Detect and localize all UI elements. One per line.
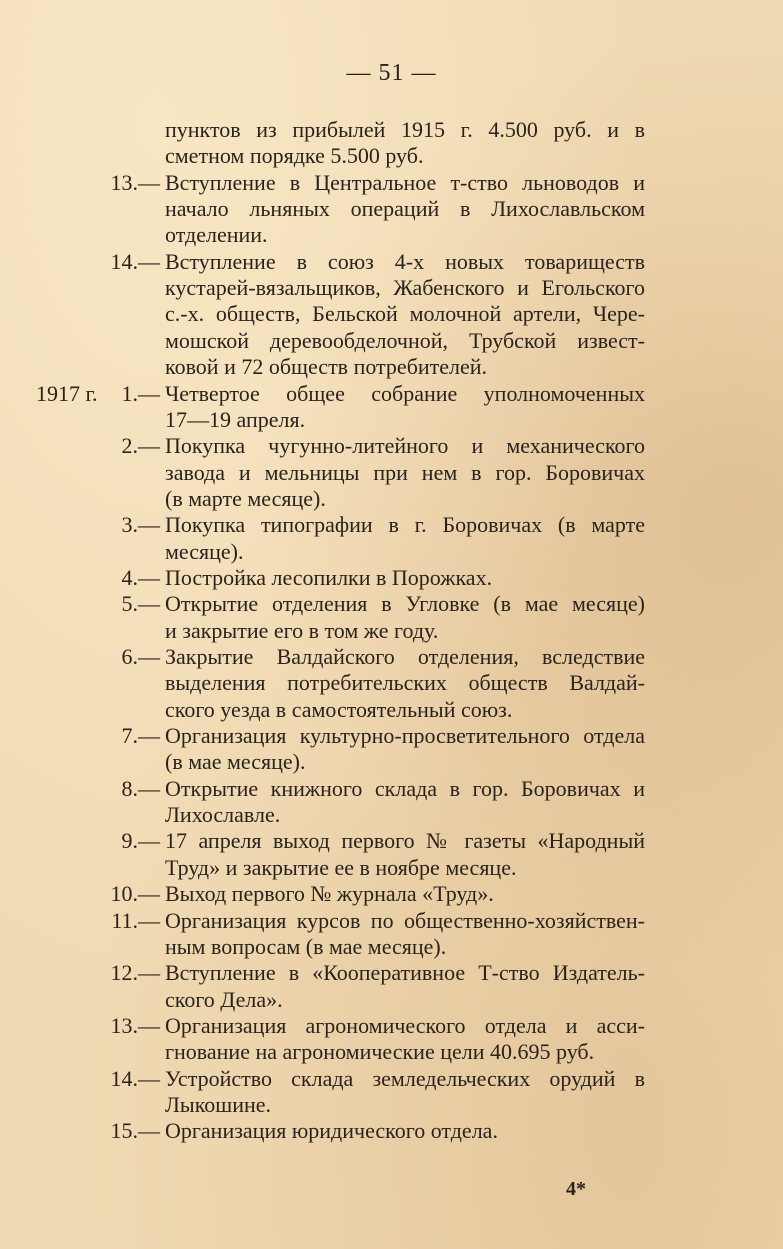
entry-text-line: Вступление в Центральное т-ство льноводов и	[165, 169, 645, 195]
entry-text-line: (в марте месяце).	[165, 485, 326, 511]
entry-text-line: месяце).	[165, 538, 244, 564]
page-number: — 51 —	[346, 60, 437, 86]
entry-text-line: Труд» и закрытие ее в ноябре месяце.	[165, 854, 517, 880]
entry-text-line: Лихославле.	[165, 802, 281, 828]
entry-text-line: Вступление в союз 4-х новых товариществ	[165, 248, 645, 274]
entry-number: 13.—	[110, 1012, 160, 1038]
entry-text-line: мошской деревообделочной, Трубской извест-	[165, 327, 645, 353]
entry-text-line: гнование на агрономические цели 40.695 руб.	[165, 1039, 595, 1065]
entry-text-line: Четвертое общее собрание уполномоченных	[165, 380, 645, 406]
entry-text-line: (в мае месяце).	[165, 749, 306, 775]
entry-number: 12.—	[110, 960, 160, 986]
entry-number: 14.—	[110, 1065, 160, 1091]
entry-number: 8.—	[121, 775, 160, 801]
entry-number: 10.—	[110, 881, 160, 907]
entry-text-line: сметном порядке 5.500 руб.	[165, 143, 424, 169]
entry-number: 1.—	[121, 380, 160, 406]
entry-text-line: Организация юридического отдела.	[165, 1118, 498, 1144]
entry-text-line: ского уезда в самостоятельный союз.	[165, 696, 513, 722]
entry-text-line: завода и мельницы при нем в гор. Боровичах	[165, 459, 645, 485]
entry-number: 5.—	[121, 591, 160, 617]
entry-text-line: ского Дела».	[165, 986, 283, 1012]
signature-mark: 4*	[566, 1178, 586, 1200]
entry-text-line: начало льняных операций в Лихославльском	[165, 196, 645, 222]
entry-text-line: Открытие книжного склада в гор. Боровичах и	[165, 775, 645, 801]
entry-text-line: ным вопросам (в мае месяце).	[165, 933, 447, 959]
entry-text-line: выделения потребительских обществ Валдай-	[165, 670, 645, 696]
entry-text-line: Организация агрономического отдела и асси-	[165, 1012, 645, 1038]
entry-number: 13.—	[110, 169, 160, 195]
entry-text-line: Организация культурно-просветительного отдела	[165, 723, 645, 749]
entry-text-line: Лыкошине.	[165, 1091, 272, 1117]
entry-text-line: Постройка лесопилки в Порожках.	[165, 564, 493, 590]
entry-number: 3.—	[121, 512, 160, 538]
entry-text-line: Покупка чугунно-литейного и механического	[165, 433, 645, 459]
entry-number: 4.—	[121, 564, 160, 590]
entry-number: 7.—	[121, 723, 160, 749]
entry-text-line: ковой и 72 обществ потребителей.	[165, 354, 488, 380]
entry-text-line: и закрытие его в том же году.	[165, 617, 439, 643]
entry-text-line: пунктов из прибылей 1915 г. 4.500 руб. и в	[165, 117, 645, 142]
entry-text-line: Открытие отделения в Угловке (в мае месяце)	[165, 591, 645, 617]
entry-number: 9.—	[121, 828, 160, 854]
entry-number: 2.—	[121, 433, 160, 459]
entry-text-line: 17 апреля выход первого № газеты «Народный	[165, 828, 645, 854]
entry-number: 11.—	[111, 907, 160, 933]
entry-text-line: 17—19 апреля.	[165, 406, 306, 432]
entry-text-line: отделении.	[165, 222, 268, 248]
entry-number: 14.—	[110, 248, 160, 274]
entry-text-line: с.-х. обществ, Бельской молочной артели, Чере-	[165, 301, 645, 327]
entry-text-line: Выход первого № журнала «Труд».	[165, 881, 494, 907]
entry-number: 15.—	[110, 1118, 160, 1144]
entry-text-line: Устройство склада земледельческих орудий в	[165, 1065, 645, 1091]
entry-year: 1917 г.	[36, 380, 98, 406]
entry-text-line: Вступление в «Кооперативное Т-ство Издатель-	[165, 960, 645, 986]
entry-text-line: Организация курсов по общественно-хозяйствен-	[165, 907, 645, 933]
entry-text-line: Покупка типографии в г. Боровичах (в марте	[165, 512, 645, 538]
entry-text-line: кустарей-вязальщиков, Жабенского и Егольского	[165, 275, 645, 301]
entry-number: 6.—	[121, 644, 160, 669]
entry-text-line: Закрытие Валдайского отделения, вследствие	[165, 644, 645, 669]
